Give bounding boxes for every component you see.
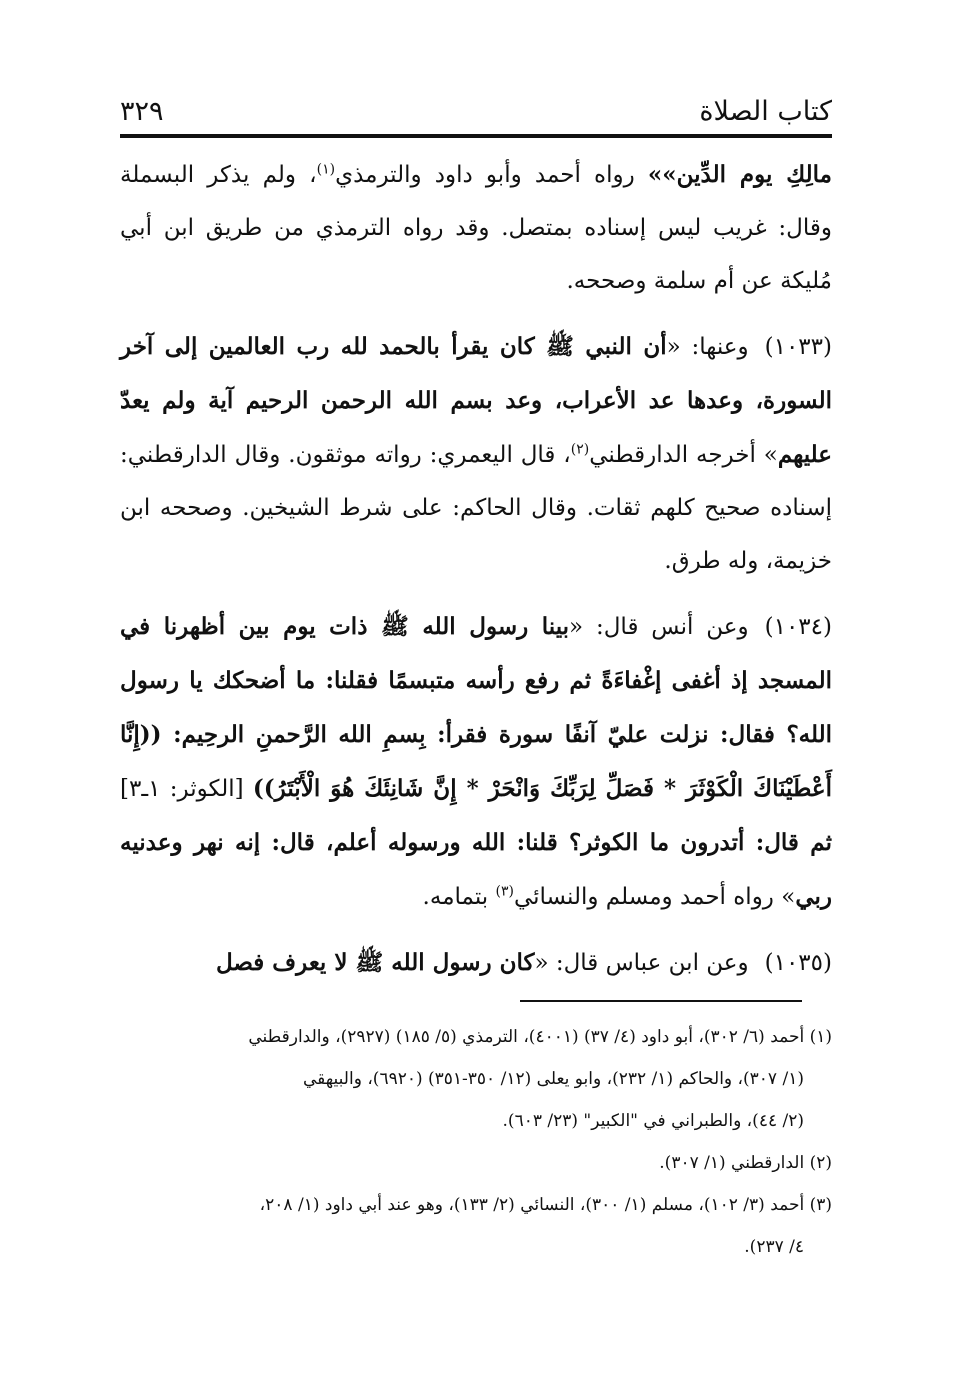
chapter-title: كتاب الصلاة (699, 96, 832, 127)
footnote-line: (٢/ ٤٤)، والطبراني في "الكبير" (٢٣/ ٦٠٣). (502, 1111, 804, 1131)
text: رواه أحمد ومسلم والنسائي (513, 884, 782, 910)
text: » (781, 884, 796, 910)
quran-reference: [الكوثر: ١ـ٣] (120, 776, 253, 802)
footnote-line: ٤/ ٢٣٧). (744, 1237, 804, 1257)
text: » (763, 442, 778, 468)
text: رواه أحمد وأبو داود والترمذي (335, 162, 648, 188)
text: وعن ابن عباس قال: « (534, 950, 749, 976)
quote-end: مالِكِ يوم الدِّين»» (647, 161, 832, 188)
footnote-marker-2: (٢) (570, 441, 590, 458)
footnote-1 (120, 1016, 832, 1142)
footnote-line: (١/ ٣٠٧)، والحاكم (١/ ٢٣٢)، وابو يعلى (١٢/ ٣٥٠-٣٥١) (٦٩٢٠)، والبيهقي (302, 1069, 804, 1089)
footnote-3 (120, 1184, 832, 1268)
paragraph-1035 (120, 936, 832, 990)
running-header (120, 86, 832, 130)
text: وعنها: « (666, 334, 749, 360)
hadith-number: (١٠٣٣) (764, 334, 832, 360)
text: ، ولم يذكر البسملة وقال: غريب ليس إسناده بمتصل. وقد رواه الترمذي من طريق ابن أبي مُليكة عن أم سلمة وصححه. (120, 162, 832, 294)
text: بتمامه. (422, 884, 496, 910)
header-rule (120, 134, 832, 138)
paragraph-1034 (120, 600, 832, 924)
footnote-line: (١) أحمد (٦/ ٣٠٢)، أبو داود (٤/ ٣٧) (٤٠٠١)، الترمذي (٥/ ١٨٥) (٢٩٢٧)، والدارقطني (248, 1027, 832, 1047)
hadith-text: ثم قال: أتدرون ما الكوثر؟ قلنا: الله ورسوله أعلم، قال: إنه نهر وعدنيه ربي (120, 829, 832, 910)
text: ، قال اليعمري: رواته موثقون. وقال الدارقطني: إسناده صحيح كلهم ثقات. وقال الحاكم: على شرط الشيخين. وصححه ابن خزيمة، وله طرق. (120, 442, 832, 574)
page-number: ٣٢٩ (120, 96, 164, 127)
footnotes (120, 1016, 832, 1268)
footnote-line: (٢) الدارقطني (١/ ٣٠٧). (659, 1153, 832, 1173)
hadith-text: أن النبي ﷺ كان يقرأ بالحمد لله رب العالمين إلى آخر السورة، وعدها عد الأعراب، وعد بسم الله الرحمن الرحيم آية ولم يعدّ عليهم (120, 333, 832, 468)
paragraph-1 (120, 148, 832, 308)
hadith-number: (١٠٣٥) (764, 950, 832, 976)
main-text (120, 148, 832, 1002)
footnote-line: (٣) أحمد (٣/ ١٠٢)، مسلم (١/ ٣٠٠)، النسائي (٢/ ١٣٣)، وهو عند أبي داود (١/ ٢٠٨، (259, 1195, 832, 1215)
hadith-text: كان رسول الله ﷺ لا يعرف فصل (215, 949, 535, 976)
text: أخرجه الدارقطني (589, 442, 764, 468)
footnote-2 (120, 1142, 832, 1184)
footnote-marker-1: (١) (316, 161, 336, 178)
paragraph-1033 (120, 320, 832, 588)
hadith-number: (١٠٣٤) (764, 614, 832, 640)
footnote-separator (520, 1000, 802, 1002)
hadith-text: بينا رسول الله ﷺ ذات يوم بين أظهرنا في المسجد إذ أغفى إغْفاءَةً ثم رفع رأسه متبسمًا فقلنا: ما أضحكك يا رسول الله؟ فقال: نزلت عليّ آنفًا سورة فقرأ: بِسمِ الله الرَّحمنِ الرحِيم: ((إِنَّا أَعْطَيْنَاكَ الْكَوْثَرَ * فَصَلِّ لِرَبِّكَ وَانْحَرْ * إِنَّ شَانِئَكَ هُوَ الْأَبْتَرُ)) (120, 613, 832, 802)
text: وعن أنس قال: « (569, 614, 749, 640)
footnote-marker-3: (٣) (495, 883, 514, 900)
